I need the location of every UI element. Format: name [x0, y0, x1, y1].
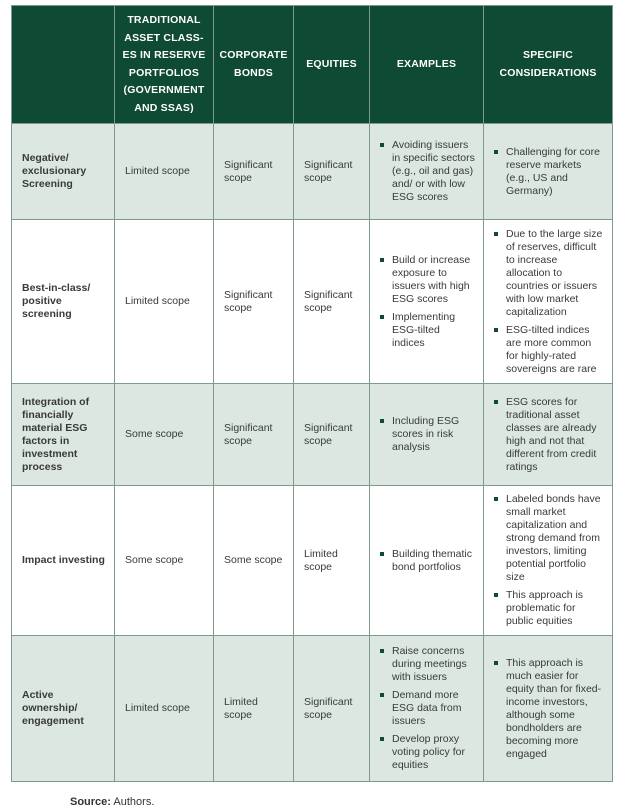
equities-cell: Significant scope — [294, 384, 370, 486]
equities-cell: Limited scope — [294, 486, 370, 636]
examples-cell — [370, 220, 484, 384]
considerations-cell — [484, 486, 613, 636]
header-specific-considerations: SPECIFIC CONSIDERATIONS — [484, 6, 613, 124]
list-item: Avoiding issuers in specific sectors (e.g., oil and gas) and/ or with low ESG scores — [380, 139, 475, 204]
traditional-cell: Limited scope — [115, 220, 214, 384]
considerations-cell — [484, 220, 613, 384]
examples-list — [380, 254, 475, 350]
traditional-cell: Some scope — [115, 486, 214, 636]
corporate-cell: Significant scope — [214, 220, 294, 384]
traditional-cell: Some scope — [115, 384, 214, 486]
header-traditional-asset-classes: TRADITIONAL ASSET CLASS- ES IN RESERVE PORTFOLIOS (GOVERNMENT AND SSAS) — [115, 6, 214, 124]
list-item: ESG-tilted indices are more common for highly-rated sovereigns are rare — [494, 324, 604, 376]
considerations-cell — [484, 636, 613, 782]
header-examples: EXAMPLES — [370, 6, 484, 124]
table-header-row — [12, 6, 613, 124]
examples-list — [380, 548, 475, 574]
considerations-list — [494, 146, 604, 198]
table-row-impact-investing — [12, 486, 613, 636]
strategy-cell: Integration of financially material ESG factors in investment process — [12, 384, 115, 486]
strategy-cell: Best-in-class/ positive screening — [12, 220, 115, 384]
header-strategy — [12, 6, 115, 124]
list-item: Build or increase exposure to issuers with high ESG scores — [380, 254, 475, 306]
corporate-cell: Significant scope — [214, 384, 294, 486]
corporate-cell: Significant scope — [214, 124, 294, 220]
header-equities: EQUITIES — [294, 6, 370, 124]
list-item: Challenging for core reserve markets (e.g., US and Germany) — [494, 146, 604, 198]
strategy-cell: Negative/ exclusionary Screening — [12, 124, 115, 220]
examples-list — [380, 415, 475, 454]
source-text: Authors. — [113, 796, 155, 808]
source-note — [70, 796, 154, 808]
table-row-best-in-class — [12, 220, 613, 384]
list-item: Implementing ESG-tilted indices — [380, 311, 475, 350]
examples-cell — [370, 384, 484, 486]
examples-cell — [370, 124, 484, 220]
strategy-cell: Active ownership/ engagement — [12, 636, 115, 782]
table-row-active-ownership — [12, 636, 613, 782]
considerations-list — [494, 396, 604, 474]
list-item: Due to the large size of reserves, difficult to increase allocation to countries or issuers with low market capitalization — [494, 228, 604, 319]
header-corporate-bonds: CORPORATE BONDS — [214, 6, 294, 124]
table-row-esg-integration — [12, 384, 613, 486]
list-item: Building thematic bond portfolios — [380, 548, 475, 574]
list-item: Raise concerns during meetings with issuers — [380, 645, 475, 684]
considerations-list — [494, 228, 604, 376]
table-row-negative-screening — [12, 124, 613, 220]
considerations-cell — [484, 124, 613, 220]
examples-list — [380, 139, 475, 204]
esg-strategy-table — [11, 5, 613, 782]
list-item: ESG scores for traditional asset classes are already high and not that different from credit ratings — [494, 396, 604, 474]
list-item: Labeled bonds have small market capitalization and strong demand from investors, limiting potential portfolio size — [494, 493, 604, 584]
list-item: Develop proxy voting policy for equities — [380, 733, 475, 772]
list-item: Including ESG scores in risk analysis — [380, 415, 475, 454]
list-item: Demand more ESG data from issuers — [380, 689, 475, 728]
corporate-cell: Some scope — [214, 486, 294, 636]
considerations-cell — [484, 384, 613, 486]
traditional-cell: Limited scope — [115, 636, 214, 782]
considerations-list — [494, 657, 604, 761]
traditional-cell: Limited scope — [115, 124, 214, 220]
examples-cell — [370, 486, 484, 636]
source-label: Source: — [70, 796, 111, 808]
examples-cell — [370, 636, 484, 782]
considerations-list — [494, 493, 604, 628]
list-item: This approach is problematic for public equities — [494, 589, 604, 628]
corporate-cell: Limited scope — [214, 636, 294, 782]
strategy-cell: Impact investing — [12, 486, 115, 636]
equities-cell: Significant scope — [294, 220, 370, 384]
examples-list — [380, 645, 475, 772]
list-item: This approach is much easier for equity than for fixed-income investors, although some bondholders are becoming more engaged — [494, 657, 604, 761]
equities-cell: Significant scope — [294, 636, 370, 782]
equities-cell: Significant scope — [294, 124, 370, 220]
